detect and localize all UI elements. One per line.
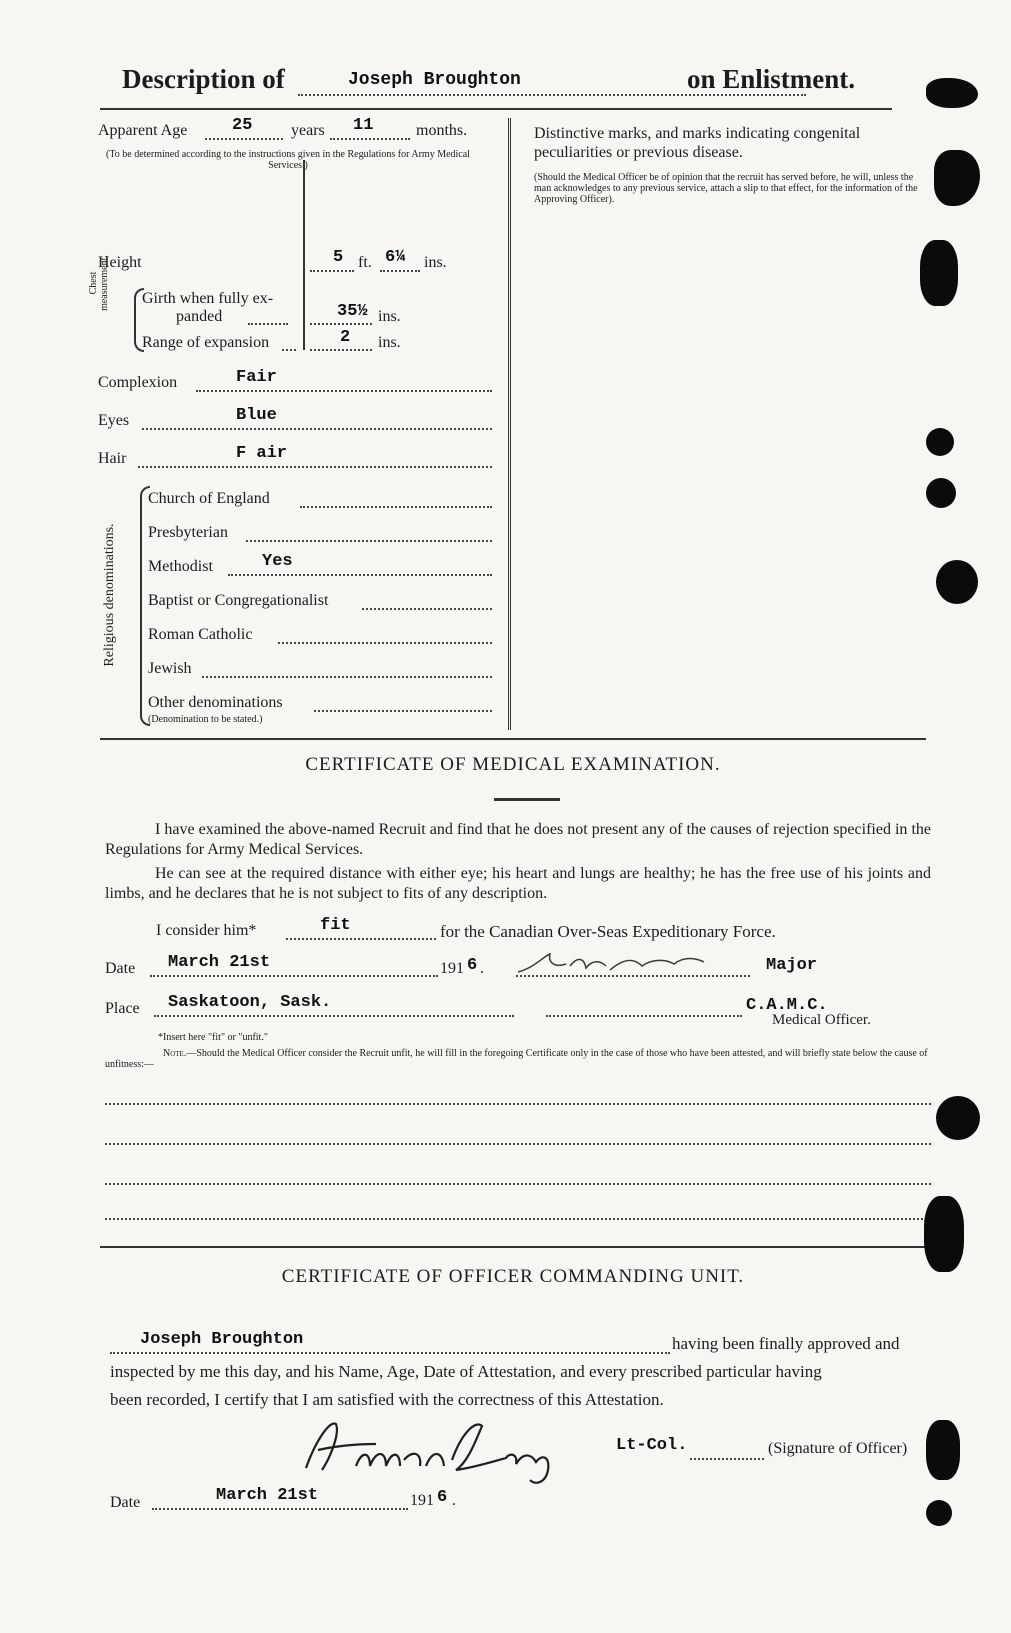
religion-other-note: (Denomination to be stated.) bbox=[148, 714, 263, 725]
recruit-name: Joseph Broughton bbox=[348, 70, 521, 90]
unfitness-line-1 bbox=[105, 1103, 931, 1105]
eyes-label: Eyes bbox=[98, 412, 130, 429]
note-text: —Should the Medical Officer consider the Recruit unfit, he will fill in the foregoing Certificate only in the case of those who have been attested, and will briefly state below the cause of unfitness:— bbox=[105, 1048, 928, 1070]
commanding-line-3: been recorded, I certify that I am satisfied with the correctness of this Attestation. bbox=[110, 1390, 664, 1409]
binding-hole-10 bbox=[926, 1500, 952, 1526]
unfitness-line-3 bbox=[105, 1183, 931, 1185]
commanding-recruit-name: Joseph Broughton bbox=[140, 1330, 304, 1349]
place-value: Saskatoon, Sask. bbox=[168, 993, 332, 1012]
distinctive-marks-note: (Should the Medical Officer be of opinion that the recruit has served before, he will, unless the man acknowledges to any previous service, attach a slip to that effect, for the information of the Approving Officer). bbox=[534, 172, 918, 205]
religion-methodist: Methodist bbox=[148, 558, 213, 575]
consider-prefix: I consider him* bbox=[156, 922, 257, 939]
range-unit: ins. bbox=[378, 334, 401, 351]
binding-hole-2 bbox=[934, 150, 980, 206]
binding-hole-5 bbox=[926, 478, 956, 508]
consider-suffix: for the Canadian Over-Seas Expeditionary Force. bbox=[440, 922, 776, 941]
medical-note bbox=[105, 1048, 931, 1070]
complexion-value: Fair bbox=[236, 368, 277, 387]
signature-of-officer-label: (Signature of Officer) bbox=[768, 1440, 908, 1457]
note-heading: Note. bbox=[163, 1048, 187, 1059]
binding-hole-7 bbox=[936, 1096, 980, 1140]
binding-hole-6 bbox=[936, 560, 978, 604]
medical-year-prefix: 191 bbox=[440, 960, 464, 977]
complexion-label: Complexion bbox=[98, 374, 178, 391]
binding-hole-1 bbox=[926, 78, 978, 108]
months-label: months. bbox=[416, 122, 468, 139]
apparent-age-label: Apparent Age bbox=[98, 122, 188, 139]
binding-hole-9 bbox=[926, 1420, 960, 1480]
height-ins-label: ins. bbox=[424, 254, 447, 271]
insert-note: *Insert here "fit" or "unfit." bbox=[158, 1032, 268, 1043]
religion-roman-catholic: Roman Catholic bbox=[148, 626, 253, 643]
medical-paragraph-1: I have examined the above-named Recruit and find that he does not present any of the causes of rejection specified in the Regulations for Army Medical Services. bbox=[105, 821, 931, 858]
religion-church-of-england: Church of England bbox=[148, 490, 270, 507]
medical-paragraph-2: He can see at the required distance with either eye; his heart and lungs are healthy; he has the free use of his joints and limbs, and he declares that he is not subject to fits of any description. bbox=[105, 865, 931, 902]
height-ft-value: 5 bbox=[333, 248, 344, 267]
religion-jewish: Jewish bbox=[148, 660, 192, 677]
range-label: Range of expansion bbox=[142, 334, 270, 351]
age-months-value: 11 bbox=[353, 116, 374, 135]
commanding-date-label: Date bbox=[110, 1494, 141, 1511]
hair-value: F air bbox=[236, 444, 288, 463]
binding-hole-4 bbox=[926, 428, 954, 456]
medical-date-label: Date bbox=[105, 960, 136, 977]
ft-label: ft. bbox=[358, 254, 372, 271]
religion-presbyterian: Presbyterian bbox=[148, 524, 228, 541]
commanding-line-1-suffix: having been finally approved and bbox=[672, 1334, 900, 1353]
height-label: Height bbox=[98, 254, 142, 271]
title-prefix: Description of bbox=[122, 64, 285, 94]
medical-officer-signature bbox=[514, 944, 714, 984]
unfitness-line-4 bbox=[105, 1218, 931, 1220]
commanding-year-prefix: 191 bbox=[410, 1492, 434, 1509]
age-note: (To be determined according to the instructions given in the Regulations for Army Medical Services.) bbox=[106, 149, 470, 171]
commanding-heading: CERTIFICATE OF OFFICER COMMANDING UNIT. bbox=[281, 1266, 745, 1287]
commanding-officer-rank: Lt-Col. bbox=[616, 1436, 688, 1455]
range-value: 2 bbox=[340, 328, 351, 347]
religion-baptist: Baptist or Congregationalist bbox=[148, 592, 329, 609]
years-label: years bbox=[291, 122, 325, 139]
medical-officer-label: Medical Officer. bbox=[772, 1012, 871, 1028]
religion-methodist-value: Yes bbox=[262, 552, 293, 571]
commanding-line-2: inspected by me this day, and his Name, Age, Date of Attestation, and every prescribed particular having bbox=[110, 1362, 822, 1381]
height-ins-value: 6¼ bbox=[385, 248, 406, 267]
commanding-officer-signature bbox=[296, 1410, 596, 1490]
religion-other: Other denominations bbox=[148, 694, 283, 711]
medical-heading: CERTIFICATE OF MEDICAL EXAMINATION. bbox=[305, 754, 721, 775]
title-suffix: on Enlistment. bbox=[687, 64, 856, 94]
religion-label: Religious denominations. bbox=[102, 523, 117, 667]
unfitness-line-2 bbox=[105, 1143, 931, 1145]
girth-label-2: panded bbox=[176, 308, 223, 325]
girth-value: 35½ bbox=[337, 302, 368, 321]
commanding-date-value: March 21st bbox=[216, 1486, 319, 1505]
document-title bbox=[122, 60, 902, 100]
medical-unit: C.A.M.C. bbox=[746, 996, 828, 1015]
girth-label-1: Girth when fully ex- bbox=[142, 290, 274, 307]
age-years-value: 25 bbox=[232, 116, 253, 135]
hair-label: Hair bbox=[98, 450, 127, 467]
binding-hole-8 bbox=[924, 1196, 964, 1272]
binding-hole-3 bbox=[920, 240, 958, 306]
medical-date-value: March 21st bbox=[168, 953, 271, 972]
medical-officer-rank: Major bbox=[766, 956, 818, 975]
commanding-year-digit: 6 bbox=[437, 1488, 448, 1507]
distinctive-marks-label: Distinctive marks, and marks indicating congenital peculiarities or previous disease. bbox=[534, 125, 861, 161]
medical-year-digit: 6 bbox=[467, 956, 478, 975]
eyes-value: Blue bbox=[236, 406, 277, 425]
girth-unit: ins. bbox=[378, 308, 401, 325]
chest-label: Chest measurement. bbox=[88, 255, 110, 311]
fitness-value: fit bbox=[320, 916, 351, 935]
place-label: Place bbox=[105, 1000, 140, 1017]
